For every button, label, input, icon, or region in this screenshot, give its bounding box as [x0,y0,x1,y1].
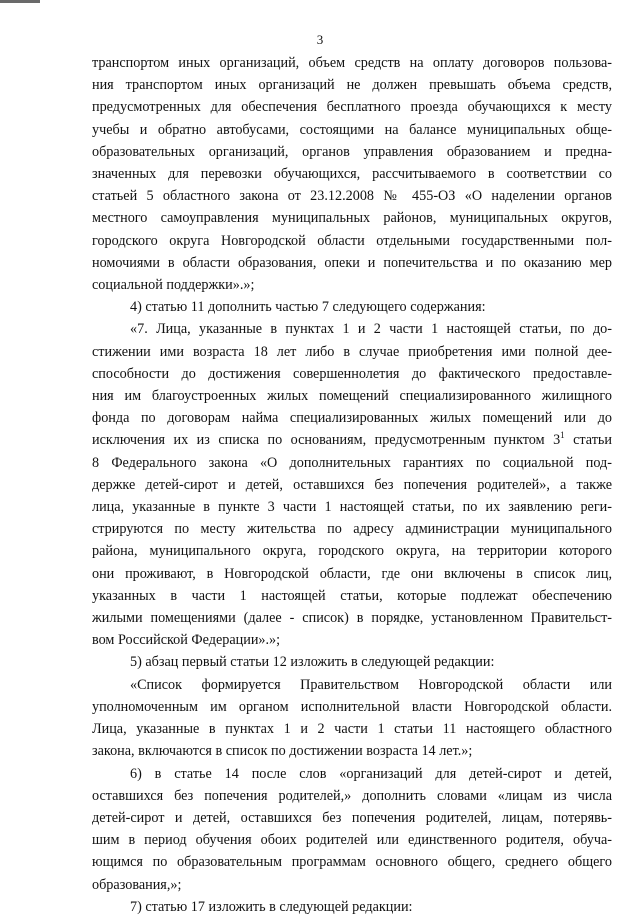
paragraph-transport-funding [92,52,612,296]
text-line: социальной поддержки».»; [92,277,255,294]
text-line: 5) абзац первый статьи 12 изложить в следующей редакции: [130,654,495,671]
paragraph-item-6 [92,763,612,896]
text-line: они проживают, в Новгородской области, где они включены в список лиц, [92,565,612,582]
text-line: вом Российской Федерации».»; [92,632,281,649]
text-line: «7. Лица, указанные в пунктах 1 и 2 части 1 настоящей статьи, по до- [130,321,612,338]
text-line: ния им благоустроенных жилых помещений специализированного жилищного [92,388,612,405]
text-line: способности до достижения совершеннолетия до фактического предоставле- [92,365,612,382]
text-line: указанных в части 1 настоящей статьи, которые подлежат обеспечению [92,587,612,604]
paragraph-list-formation [92,674,612,763]
text-line: Лица, указанные в пунктах 1 и 2 части 1 статьи 11 настоящего областного [92,721,612,738]
scan-artifact-mark [0,0,40,3]
page-number: 3 [316,32,324,47]
paragraph-item-5 [92,651,612,673]
text-line: уполномоченным им органом исполнительной власти Новгородской области. [92,698,612,715]
paragraph-item-7 [92,896,612,918]
document-body [92,52,612,918]
text-line: образовательных организаций, органов управления образованием и предна- [92,143,612,160]
text-line: местного самоуправления муниципальных районов, муниципальных округов, [92,210,612,227]
text-line: района, муниципального округа, городского округа, на территории которого [92,543,612,560]
text-line: шим в период обучения обоих родителей или единственного родителя, обуча- [92,832,612,849]
text-line: образования,»; [92,876,182,893]
text-line: статьей 5 областного закона от 23.12.2008 № 455-ОЗ «О наделении органов [92,188,612,205]
text-line: 8 Федерального закона «О дополнительных гарантиях по социальной под- [92,454,612,471]
text-line: оставшихся без попечения родителей,» дополнить словами «лицам из числа [92,787,612,804]
text-line: фонда по договорам найма специализированных жилых помещений или до [92,410,612,427]
text-line: стижении ими возраста 18 лет либо в случае приобретения ими полной дее- [92,343,612,360]
text-fragment: статьи [564,432,612,449]
superscript: 1 [560,429,565,440]
text-line: 6) в статье 14 после слов «организаций для детей-сирот и детей, [130,765,612,782]
text-line: учебы и обратно автобусами, состоящими на балансе муниципальных обще- [92,121,612,138]
text-line: 4) статью 11 дополнить частью 7 следующего содержания: [130,299,486,316]
text-line: городского округа Новгородской области отдельными государственными пол- [92,232,612,249]
text-line: закона, включаются в список по достижении возраста 14 лет.»; [92,743,473,760]
text-fragment: исключения их из списка по основаниям, предусмотренным пунктом 3 [92,432,561,449]
text-line: значенных для перевозки обучающихся, рассчитываемого в соответствии со [92,166,612,183]
text-line: номочиями в области образования, опеки и попечительства и по оказанию мер [92,254,612,271]
text-line: жилыми помещениями (далее - список) в порядке, установленном Правительст- [92,610,612,627]
text-line: стрируются по месту жительства по адресу администрации муниципального [92,521,612,538]
paragraph-part-7 [92,318,612,651]
text-line: «Список формируется Правительством Новгородской области или [130,676,612,693]
text-line: транспортом иных организаций, объем средств на оплату договоров пользова- [92,55,612,71]
text-line: ния транспортом иных организаций не должен превышать объема средств, [92,77,612,94]
text-line: 7) статью 17 изложить в следующей редакции: [130,898,413,915]
paragraph-item-4 [92,296,612,318]
text-line: держке детей-сирот и детей, оставшихся без попечения родителей», а также [92,476,612,493]
text-line: предусмотренных для обеспечения бесплатного проезда обучающихся к месту [92,99,612,116]
text-line: детей-сирот и детей, оставшихся без попечения родителей, лицам, потерявь- [92,809,612,826]
text-line: лица, указанные в пункте 3 части 1 настоящей статьи, по их заявлению реги- [92,499,612,516]
text-line: ющимся по образовательным программам основного общего, среднего общего [92,854,612,871]
text-line-with-superscript [92,429,612,451]
